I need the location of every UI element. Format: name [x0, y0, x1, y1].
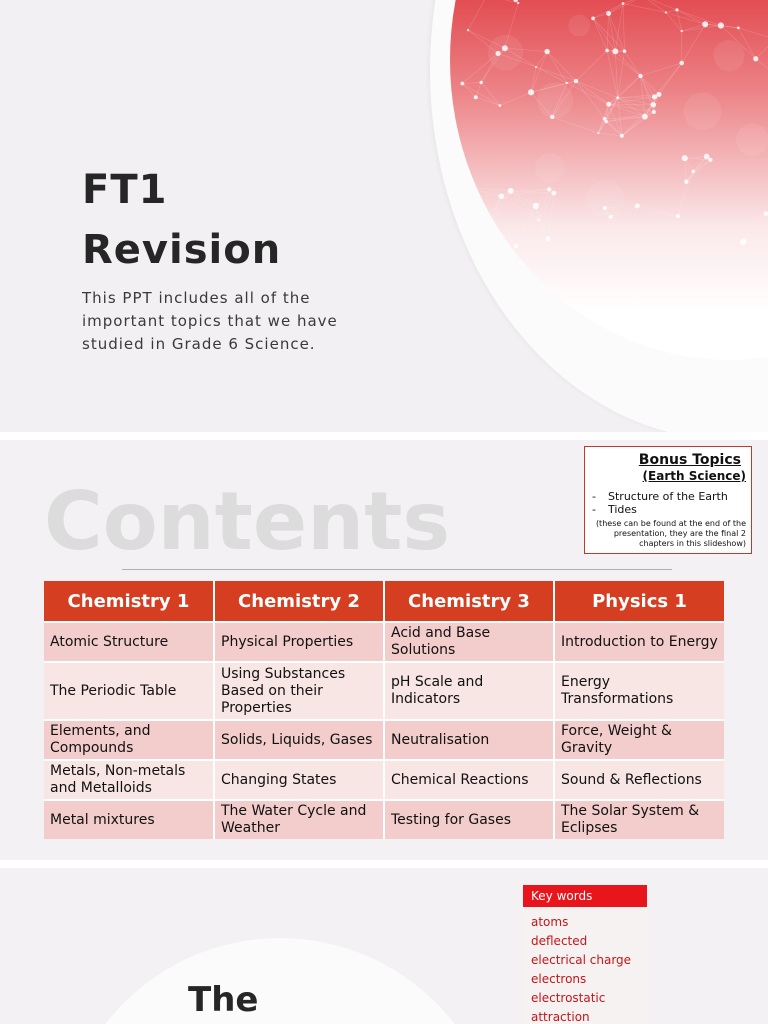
contents-heading: Contents — [44, 475, 450, 568]
key-word: deflected — [531, 934, 588, 948]
key-words-list — [523, 913, 647, 1024]
column-header-chemistry-1: Chemistry 1 — [44, 581, 214, 622]
table-cell: Introduction to Energy — [554, 622, 724, 662]
column-header-chemistry-2: Chemistry 2 — [214, 581, 384, 622]
bonus-title: Bonus Topics — [638, 452, 741, 468]
title-slide — [0, 0, 768, 432]
heading-divider — [122, 569, 672, 570]
title-line-2: Revision — [82, 227, 282, 273]
bonus-list — [590, 490, 746, 516]
table-row — [44, 800, 724, 839]
table-cell: Neutralisation — [384, 720, 554, 760]
key-word: attraction — [531, 1010, 590, 1024]
table-cell: Sound & Reflections — [554, 760, 724, 800]
bonus-subtitle: (Earth Science) — [642, 469, 746, 483]
table-cell: Metals, Non-metals and Metalloids — [44, 760, 214, 800]
table-cell: Chemical Reactions — [384, 760, 554, 800]
white-arc-shape — [60, 938, 500, 1024]
table-row — [44, 662, 724, 720]
key-word: electrons — [531, 972, 587, 986]
network-dots-graphic — [450, 0, 768, 360]
table-cell: Elements, and Compounds — [44, 720, 214, 760]
table-cell: Physical Properties — [214, 622, 384, 662]
key-words-card — [523, 885, 647, 1024]
key-word: electrostatic — [531, 991, 606, 1005]
table-cell: Metal mixtures — [44, 800, 214, 839]
table-cell: Solids, Liquids, Gases — [214, 720, 384, 760]
table-row — [44, 760, 724, 800]
table-cell: Testing for Gases — [384, 800, 554, 839]
table-cell: Force, Weight & Gravity — [554, 720, 724, 760]
slide-title — [82, 160, 382, 280]
table-cell: Energy Transformations — [554, 662, 724, 720]
contents-table — [44, 581, 724, 839]
atoms-slide — [0, 868, 768, 1024]
table-cell: Using Substances Based on their Properties — [214, 662, 384, 720]
bonus-item: - Structure of the Earth — [590, 490, 746, 503]
table-cell: Acid and Base Solutions — [384, 622, 554, 662]
table-cell: pH Scale and Indicators — [384, 662, 554, 720]
bonus-note: (these can be found at the end of the presentation, they are the final 2 chapters in this slideshow) — [595, 519, 746, 548]
table-cell: Changing States — [214, 760, 384, 800]
table-header-row — [44, 581, 724, 622]
contents-slide — [0, 440, 768, 860]
table-row — [44, 622, 724, 662]
bonus-item: - Tides — [590, 503, 746, 516]
slide-subtitle: This PPT includes all of the important topics that we have studied in Grade 6 Science. — [82, 289, 338, 353]
bonus-topics-box — [584, 446, 752, 554]
column-header-chemistry-3: Chemistry 3 — [384, 581, 554, 622]
column-header-physics-1: Physics 1 — [554, 581, 724, 622]
table-cell: The Water Cycle and Weather — [214, 800, 384, 839]
slide-title: The — [188, 980, 259, 1020]
title-line-1: FT1 — [82, 167, 168, 213]
table-cell: The Solar System & Eclipses — [554, 800, 724, 839]
table-row — [44, 720, 724, 760]
table-cell: The Periodic Table — [44, 662, 214, 720]
key-words-header: Key words — [523, 885, 647, 907]
key-word: atoms — [531, 915, 569, 929]
red-network-graphic — [450, 0, 768, 360]
table-cell: Atomic Structure — [44, 622, 214, 662]
key-word: electrical charge — [531, 953, 632, 967]
